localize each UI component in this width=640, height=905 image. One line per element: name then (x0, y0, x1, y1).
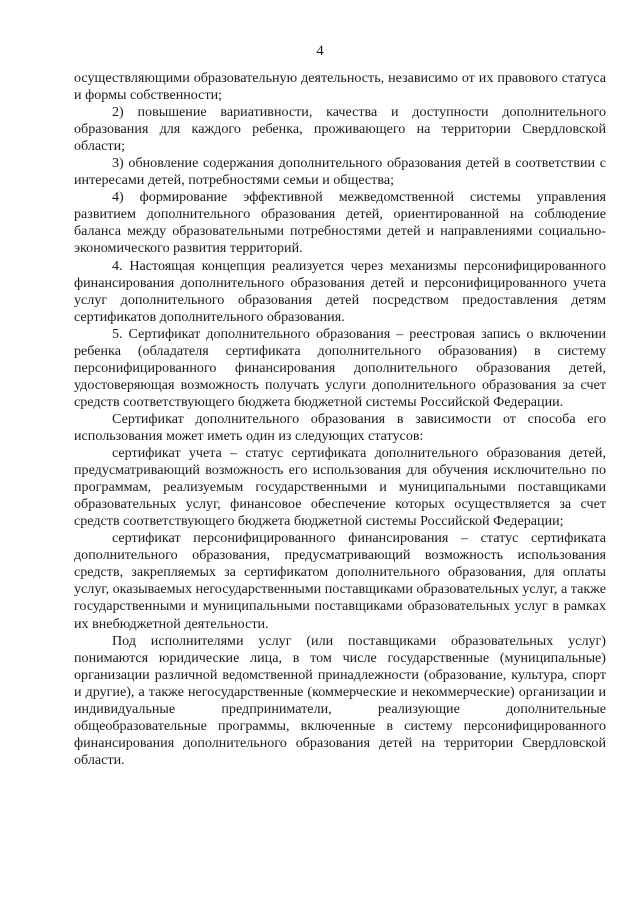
paragraph-accounting-certificate: сертификат учета – статус сертификата дополнительного образования детей, предусматривающий возможность его использования для обучения исключительно по программам, реализуемым государственными и муниципальными поставщиками образовательных услуг, финансовое обеспечение которых осуществляется за счет средств соответствующего бюджета бюджетной системы Российской Федерации; (74, 445, 606, 530)
paragraph-service-providers: Под исполнителями услуг (или поставщиками образовательных услуг) понимаются юридические лица, в том числе государственные (муниципальные) организации различной ведомственной принадлежности (образование, культура, спорт и другие), а также негосударственные (коммерческие и некоммерческие) организации и индивидуальные предприниматели, реализующие дополнительные общеобразовательные программы, включенные в систему персонифицированного финансирования дополнительного образования детей на территории Свердловской области. (74, 632, 606, 768)
page-number: 4 (316, 43, 324, 59)
paragraph-financing-certificate: сертификат персонифицированного финансирования – статус сертификата дополнительного образования, предусматривающий возможность использования средств, закрепляемых за сертификатом дополнительного образования, для оплаты услуг, оказываемых негосударственными поставщиками образовательных услуг, а также государственными и муниципальными поставщиками образовательных услуг в рамках их внебюджетной деятельности. (74, 530, 606, 632)
paragraph-certificate-statuses: Сертификат дополнительного образования в зависимости от способа его использования может иметь один из следующих статусов: (74, 410, 606, 444)
paragraph-item-4: 4) формирование эффективной межведомственной системы управления развитием дополнительного образования детей, ориентированной на соблюдение баланса между образовательными потребностями детей и направлениями социально-экономического развития территорий. (74, 189, 606, 257)
paragraph-item-2: 2) повышение вариативности, качества и доступности дополнительного образования для каждого ребенка, проживающего на территории Свердловской области; (74, 104, 606, 155)
paragraph-section-4: 4. Настоящая концепция реализуется через механизмы персонифицированного финансирования дополнительного образования детей и персонифицированного учета услуг дополнительного образования детей посредством предоставления детям сертификатов дополнительного образования. (74, 257, 606, 325)
document-body (74, 70, 606, 769)
paragraph-section-5: 5. Сертификат дополнительного образования – реестровая запись о включении ребенка (обладателя сертификата дополнительного образования) в систему персонифицированного финансирования дополнительного образования детей, удостоверяющая возможность получать услуги дополнительного образования за счет средств соответствующего бюджета бюджетной системы Российской Федерации. (74, 325, 606, 410)
paragraph-continuation: осуществляющими образовательную деятельность, независимо от их правового статуса и формы собственности; (74, 70, 606, 104)
paragraph-item-3: 3) обновление содержания дополнительного образования детей в соответствии с интересами детей, потребностями семьи и общества; (74, 155, 606, 189)
